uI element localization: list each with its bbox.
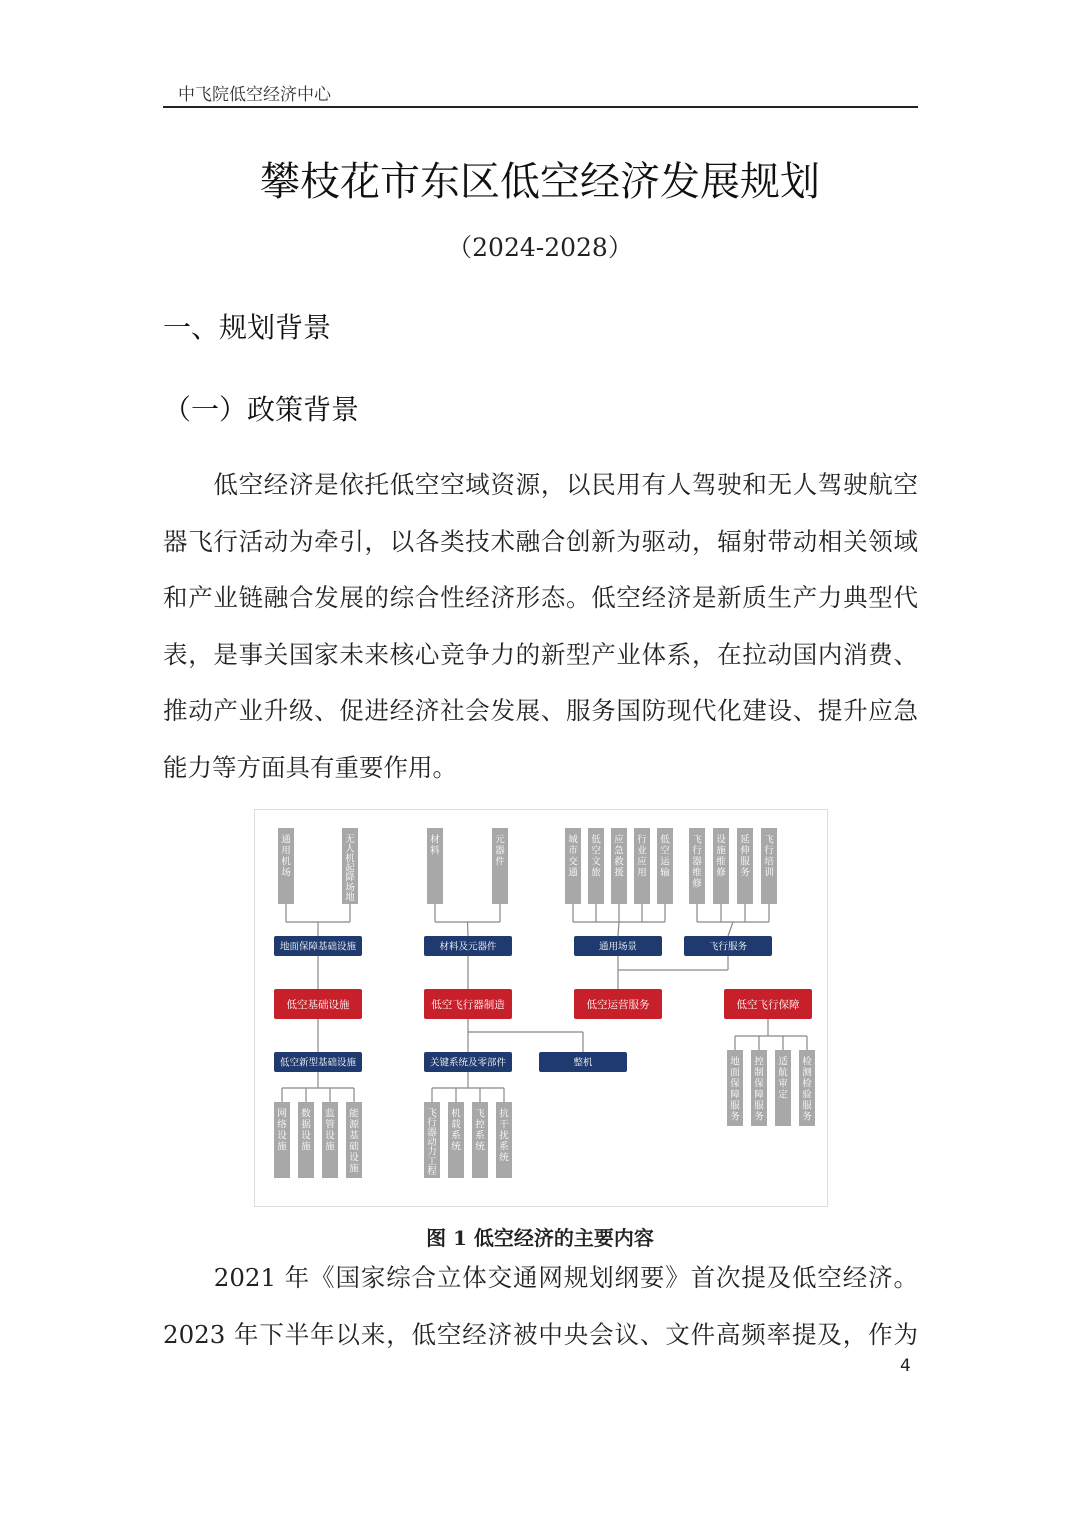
leaf-char: 设	[716, 834, 726, 846]
leaf-char: 障	[730, 1089, 740, 1101]
leaf-char: 救	[614, 856, 624, 868]
leaf-char: 保	[754, 1078, 764, 1090]
leaf-char: 设	[301, 1130, 311, 1142]
figure-caption: 图 1 低空经济的主要内容	[426, 1226, 654, 1250]
leaf-char: 设	[349, 1152, 359, 1164]
leaf-char: 修	[716, 867, 726, 879]
category-box-label: 低空新型基础设施	[279, 1057, 357, 1069]
leaf-char: 保	[730, 1078, 740, 1090]
leaf-char: 输	[660, 867, 670, 879]
leaf-char: 伸	[740, 845, 750, 857]
leaf-char: 空	[660, 845, 670, 857]
leaf-char: 器	[495, 845, 505, 857]
leaf-char: 力	[427, 1146, 437, 1158]
leaf-char: 程	[427, 1166, 437, 1178]
leaf-char: 用	[281, 845, 291, 857]
leaf-char: 施	[716, 845, 726, 857]
leaf-char: 低	[660, 834, 670, 846]
leaf-char: 维	[716, 856, 726, 868]
leaf-char: 料	[430, 845, 440, 857]
paragraph-line: 2021 年《国家综合立体交通网规划纲要》首次提及低空经济。	[163, 1263, 918, 1292]
pillar-box-label: 低空飞行保障	[736, 998, 800, 1011]
leaf-char: 统	[451, 1141, 461, 1153]
leaf-char: 适	[778, 1056, 788, 1068]
paragraph-line: 低空经济是依托低空空域资源，以民用有人驾驶和无人驾驶航空	[163, 470, 918, 499]
leaf-char: 管	[325, 1119, 335, 1131]
pillar-box-label: 低空运营服务	[586, 998, 650, 1011]
leaf-char: 飞	[475, 1108, 485, 1120]
leaf-char: 行	[692, 845, 702, 857]
leaf-char: 系	[499, 1141, 509, 1153]
leaf-char: 降	[345, 872, 355, 884]
leaf-char: 培	[764, 856, 774, 868]
leaf-char: 数	[301, 1108, 311, 1120]
header-org: 中飞院低空经济中心	[178, 85, 331, 105]
leaf-char: 服	[754, 1100, 764, 1112]
leaf-char: 务	[754, 1111, 764, 1123]
leaf-char: 设	[325, 1130, 335, 1142]
leaf-char: 统	[475, 1141, 485, 1153]
paragraph-line: 和产业链融合发展的综合性经济形态。低空经济是新质生产力典型代	[163, 583, 918, 613]
leaf-char: 材	[430, 834, 440, 846]
leaf-char: 控	[754, 1056, 764, 1068]
leaf-char: 训	[764, 867, 774, 879]
leaf-char: 务	[730, 1111, 740, 1123]
leaf-char: 飞	[427, 1107, 437, 1119]
leaf-char: 机	[345, 853, 355, 865]
leaf-char: 扰	[499, 1130, 509, 1142]
leaf-char: 设	[277, 1130, 287, 1142]
leaf-char: 飞	[692, 834, 702, 846]
leaf-char: 施	[301, 1141, 311, 1153]
leaf-char: 通	[281, 834, 291, 846]
leaf-char: 机	[281, 856, 291, 868]
leaf-char: 行	[764, 845, 774, 857]
leaf-char: 工	[427, 1156, 437, 1168]
leaf-char: 施	[349, 1163, 359, 1175]
leaf-char: 起	[345, 862, 355, 874]
category-box-label: 整机	[573, 1057, 593, 1069]
pillar-box-label: 低空飞行器制造	[431, 998, 505, 1011]
leaf-char: 急	[614, 845, 624, 857]
document-title: 攀枝花市东区低空经济发展规划	[260, 159, 820, 205]
leaf-char: 无	[345, 833, 355, 845]
leaf-char: 机	[451, 1108, 461, 1120]
leaf-char: 障	[754, 1089, 764, 1101]
leaf-char: 定	[778, 1089, 788, 1101]
leaf-char: 施	[277, 1141, 287, 1153]
leaf-char: 元	[495, 834, 505, 846]
leaf-char: 服	[730, 1100, 740, 1112]
leaf-char: 系	[451, 1130, 461, 1142]
paragraph-line: 器飞行活动为牵引，以各类技术融合创新为驱动，辐射带动相关领域	[163, 526, 918, 556]
leaf-char: 验	[802, 1089, 812, 1101]
leaf-char: 低	[591, 834, 601, 846]
leaf-char: 人	[345, 843, 355, 855]
leaf-char: 网	[277, 1108, 287, 1120]
leaf-char: 服	[740, 856, 750, 868]
leaf-char: 城	[568, 834, 578, 846]
leaf-char: 基	[349, 1130, 359, 1142]
leaf-char: 础	[349, 1141, 359, 1153]
leaf-char: 空	[591, 845, 601, 857]
leaf-char: 通	[568, 867, 578, 879]
leaf-char: 文	[591, 856, 601, 868]
category-box-label: 通用场景	[598, 941, 638, 953]
leaf-char: 器	[427, 1127, 437, 1139]
category-box-label: 材料及元器件	[439, 941, 497, 953]
leaf-char: 检	[802, 1056, 812, 1068]
leaf-char: 业	[637, 845, 647, 857]
paragraph-policy-background	[163, 457, 918, 797]
paragraph-line: 能力等方面具有重要作用。	[163, 752, 457, 782]
leaf-char: 载	[451, 1119, 461, 1131]
leaf-char: 场	[345, 882, 355, 894]
leaf-char: 动	[427, 1136, 437, 1148]
leaf-char: 系	[475, 1130, 485, 1142]
leaf-char: 援	[614, 867, 624, 879]
leaf-char: 用	[637, 867, 647, 879]
page-number: 4	[900, 1356, 911, 1376]
leaf-char: 地	[730, 1056, 740, 1068]
leaf-char: 器	[692, 856, 702, 868]
leaf-char: 检	[802, 1078, 812, 1090]
leaf-char: 修	[692, 878, 702, 890]
document-subtitle: （2024-2028）	[447, 233, 633, 262]
category-box-label: 地面保障基础设施	[279, 941, 357, 953]
leaf-char: 务	[740, 867, 750, 879]
leaf-char: 行	[637, 834, 647, 846]
leaf-char: 延	[740, 834, 750, 846]
leaf-char: 交	[568, 856, 578, 868]
pillar-box-label: 低空基础设施	[286, 998, 350, 1011]
leaf-char: 据	[301, 1119, 311, 1131]
leaf-char: 抗	[499, 1108, 509, 1120]
leaf-char: 旅	[591, 867, 601, 879]
leaf-char: 应	[614, 834, 624, 846]
paragraph-line: 推动产业升级、促进经济社会发展、服务国防现代化建设、提升应急	[163, 696, 918, 726]
connector-line	[728, 922, 733, 936]
paragraph-line: 2023 年下半年以来，低空经济被中央会议、文件高频率提及，作为	[163, 1319, 918, 1349]
subsection-heading: （一）政策背景	[163, 393, 360, 426]
leaf-char: 行	[427, 1117, 437, 1129]
leaf-char: 地	[345, 892, 355, 904]
leaf-char: 维	[692, 867, 702, 879]
leaf-char: 施	[325, 1141, 335, 1153]
leaf-char: 市	[568, 845, 578, 857]
category-box-label: 飞行服务	[708, 941, 748, 953]
leaf-char: 络	[277, 1119, 287, 1131]
leaf-char: 监	[325, 1108, 335, 1120]
leaf-char: 制	[754, 1067, 764, 1079]
paragraph-policy-history	[163, 1250, 918, 1363]
connector-line	[468, 922, 469, 936]
leaf-char: 控	[475, 1119, 485, 1131]
leaf-char: 航	[778, 1067, 788, 1079]
leaf-char: 统	[499, 1152, 509, 1164]
diagram-svg	[255, 810, 827, 1206]
leaf-char: 能	[349, 1108, 359, 1120]
leaf-char: 飞	[764, 834, 774, 846]
leaf-char: 务	[802, 1111, 812, 1123]
section-heading: 一、规划背景	[163, 311, 332, 344]
connector-line	[618, 922, 619, 936]
leaf-char: 测	[802, 1067, 812, 1079]
leaf-char: 服	[802, 1100, 812, 1112]
figure-low-altitude-economy	[254, 809, 828, 1207]
leaf-char: 运	[660, 856, 670, 868]
leaf-char: 面	[730, 1067, 740, 1079]
category-box-label: 关键系统及零部件	[429, 1057, 507, 1069]
leaf-char: 应	[637, 856, 647, 868]
leaf-char: 场	[281, 867, 291, 879]
leaf-char: 件	[495, 856, 505, 868]
leaf-char: 源	[349, 1119, 359, 1131]
leaf-char: 审	[778, 1078, 788, 1090]
header-rule	[163, 106, 918, 108]
leaf-char: 干	[499, 1119, 509, 1131]
paragraph-line: 表，是事关国家未来核心竞争力的新型产业体系，在拉动国内消费、	[163, 639, 918, 669]
